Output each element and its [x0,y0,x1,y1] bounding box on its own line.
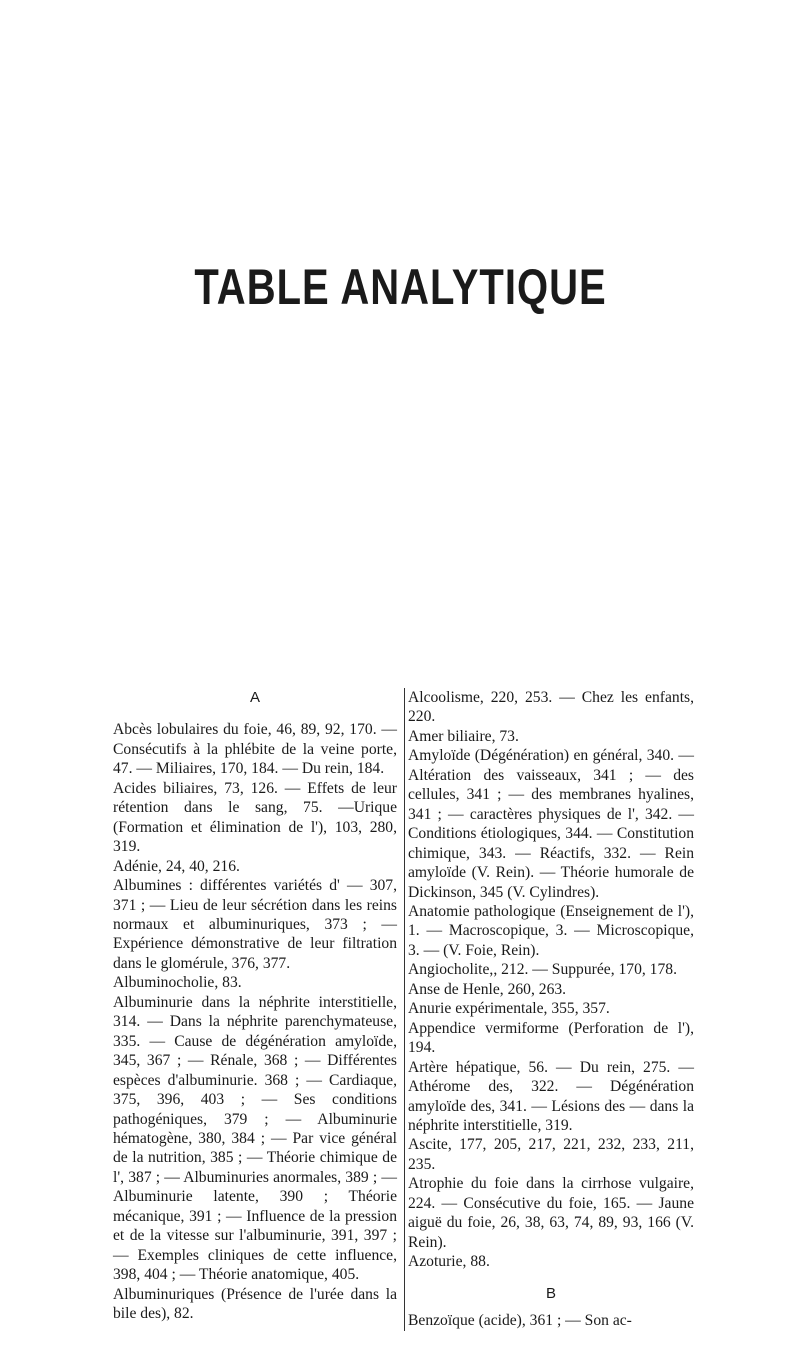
index-entry: Artère hépatique, 56. — Du rein, 275. — Athérome des, 322. — Dégénération amyloïde des, 341. — Lésions des — dans la néphrite interstitielle, 319. [408,1058,694,1134]
index-entry: Albuminocholie, 83. [113,974,242,992]
index-entry: Albuminuriques (Présence de l'urée dans la bile des), 82. [113,1285,397,1323]
index-entry: Anse de Henle, 260, 263. [408,980,567,998]
index-entry: Albumines : différentes variétés d' — 307, 371 ; — Lieu de leur sécrétion dans les reins normaux et albuminuriques, 373 ; — Expérience démonstrative de leur filtration dans le glomérule, 376, 377. [113,877,397,972]
index-entry: Appendice vermiforme (Perforation de l'), 194. [408,1019,694,1057]
index-entry: Anurie expérimentale, 355, 357. [408,1000,610,1018]
index-entry: Albuminurie dans la néphrite interstitielle, 314. — Dans la néphrite parenchymateuse, 335. — Cause de dégénération amyloïde, 345, 367 ; — Rénale, 368 ; — Différentes espèces d'albuminurie. 368 ; — Cardiaque, 375, 396, 403 ; — Ses conditions pathogéniques, 379 ; — Albuminurie hématogène, 380, 384 ; — Par vice général de la nutrition, 385 ; — Théorie chimique de l', 387 ; — Albuminuries anormales, 389 ; — Albuminurie latente, 390 ; Théorie mécanique, 391 ; — Influence de la pression et de la vitesse sur l'albuminurie, 391, 397 ; — Exemples cliniques de cette influence, 398, 404 ; — Théorie anatomique, 405. [113,993,397,1284]
section-letter-b: B [545,1284,556,1302]
index-entry: Benzoïque (acide), 361 ; — Son ac- [408,1312,632,1330]
index-entry: Angiocholite,, 212. — Suppurée, 170, 178. [408,961,677,979]
page-title: TABLE ANALYTIQUE [194,260,607,315]
index-entry: Atrophie du foie dans la cirrhose vulgaire, 224. — Consécutive du foie, 165. — Jaune aiguë du foie, 26, 38, 63, 74, 89, 93, 166 (V. Rein). [408,1175,694,1251]
index-entry: Alcoolisme, 220, 253. — Chez les enfants, 220. [408,689,694,726]
index-entry: Anatomie pathologique (Enseignement de l'), 1. — Macroscopique, 3. — Microscopique, 3. — (V. Foie, Rein). [408,902,694,959]
index-entry: Amer biliaire, 73. [408,727,519,745]
index-entry: Acides biliaires, 73, 126. — Effets de leur rétention dans le sang, 75. —Urique (Formation et élimination de l'), 103, 280, 319. [113,779,397,856]
index-entry: Ascite, 177, 205, 217, 221, 232, 233, 211, 235. [408,1136,694,1173]
left-column [113,688,397,1324]
index-entry: Amyloïde (Dégénération) en général, 340. — Altération des vaisseaux, 341 ; — des cellules, 341 ; — des membranes hyalines, 341 ; — caractères physiques de l', 342. — Conditions étiologiques, 344. — Constitution chimique, 343. — Réactifs, 332. — Rein amyloïde (V. Rein). — Théorie humorale de Dickinson, 345 (V. Cylindres). [408,747,694,901]
right-column [404,688,694,1331]
index-entry: Abcès lobulaires du foie, 46, 89, 92, 170. — Consécutifs à la phlébite de la veine porte, 47. — Miliaires, 170, 184. — Du rein, 184. [113,721,397,778]
index-entry: Adénie, 24, 40, 216. [113,857,240,875]
section-letter-a: A [249,689,260,706]
index-entry: Azoturie, 88. [408,1253,490,1271]
